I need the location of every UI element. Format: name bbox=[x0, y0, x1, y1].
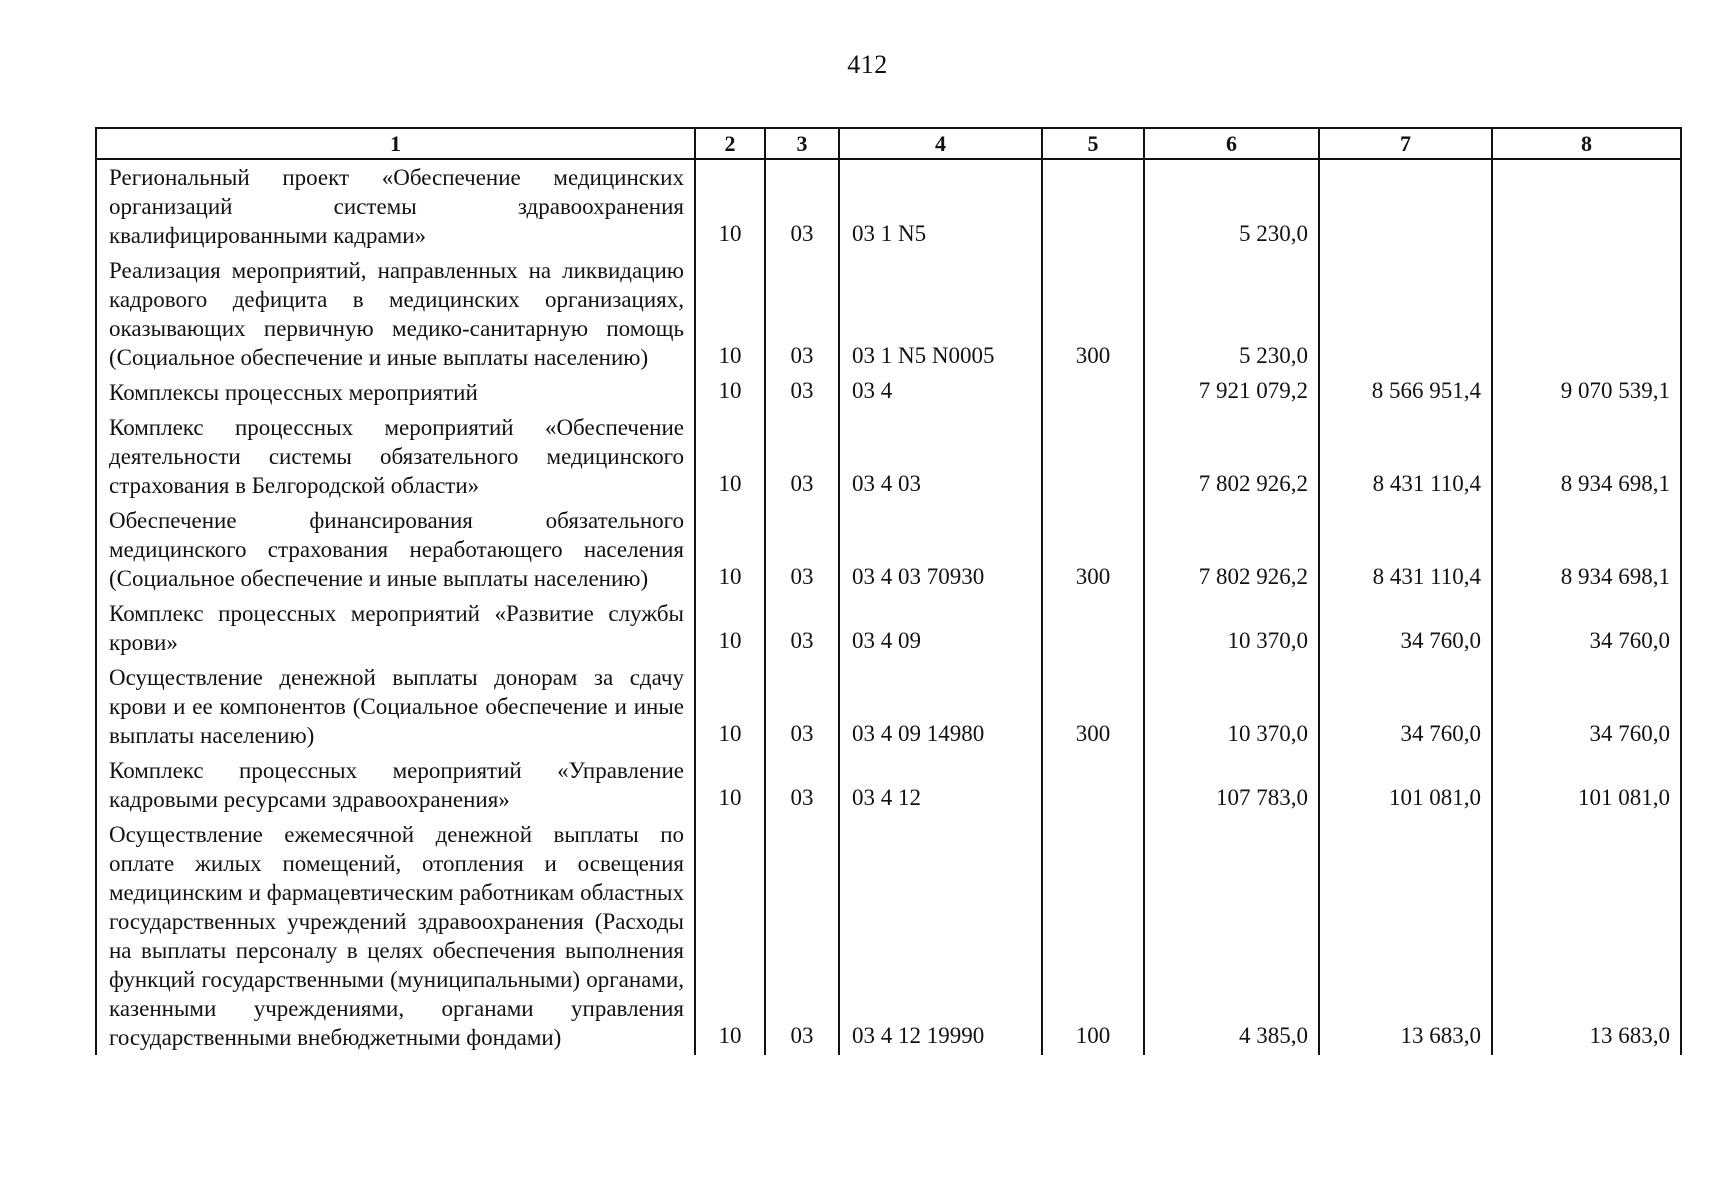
header-col-5: 5 bbox=[1042, 128, 1144, 159]
row-name: Комплекс процессных мероприятий «Управление кадровыми ресурсами здравоохранения» bbox=[96, 753, 695, 817]
amount-col-8: 8 934 698,1 bbox=[1492, 503, 1681, 596]
amount-col-6: 5 230,0 bbox=[1144, 253, 1319, 375]
amount-col-6: 7 921 079,2 bbox=[1144, 375, 1319, 410]
amount-col-7: 8 431 110,4 bbox=[1319, 410, 1492, 503]
expense-type-code: 100 bbox=[1042, 817, 1144, 1055]
header-col-6: 6 bbox=[1144, 128, 1319, 159]
amount-col-8: 101 081,0 bbox=[1492, 753, 1681, 817]
header-col-4: 4 bbox=[839, 128, 1042, 159]
expense-type-code bbox=[1042, 159, 1144, 253]
section-code: 10 bbox=[695, 159, 765, 253]
header-col-3: 3 bbox=[765, 128, 839, 159]
table-row bbox=[96, 410, 1681, 503]
amount-col-8: 8 934 698,1 bbox=[1492, 410, 1681, 503]
table-row bbox=[96, 753, 1681, 817]
expense-type-code: 300 bbox=[1042, 253, 1144, 375]
amount-col-8 bbox=[1492, 159, 1681, 253]
amount-col-6: 4 385,0 bbox=[1144, 817, 1319, 1055]
row-name: Обеспечение финансирования обязательного медицинского страхования неработающего населения (Социальное обеспечение и иные выплаты населению) bbox=[96, 503, 695, 596]
subsection-code: 03 bbox=[765, 410, 839, 503]
table-row bbox=[96, 817, 1681, 1055]
section-code: 10 bbox=[695, 660, 765, 753]
row-name: Комплекс процессных мероприятий «Развитие службы крови» bbox=[96, 596, 695, 660]
target-article-code: 03 4 03 bbox=[839, 410, 1042, 503]
header-col-7: 7 bbox=[1319, 128, 1492, 159]
target-article-code: 03 4 09 14980 bbox=[839, 660, 1042, 753]
subsection-code: 03 bbox=[765, 660, 839, 753]
amount-col-8: 34 760,0 bbox=[1492, 660, 1681, 753]
header-col-1: 1 bbox=[96, 128, 695, 159]
expense-type-code bbox=[1042, 410, 1144, 503]
section-code: 10 bbox=[695, 753, 765, 817]
header-col-2: 2 bbox=[695, 128, 765, 159]
amount-col-7: 34 760,0 bbox=[1319, 660, 1492, 753]
table-header-row bbox=[96, 128, 1681, 159]
amount-col-6: 7 802 926,2 bbox=[1144, 410, 1319, 503]
table-row bbox=[96, 503, 1681, 596]
budget-table bbox=[95, 127, 1682, 1055]
amount-col-6: 107 783,0 bbox=[1144, 753, 1319, 817]
section-code: 10 bbox=[695, 817, 765, 1055]
expense-type-code bbox=[1042, 375, 1144, 410]
target-article-code: 03 4 03 70930 bbox=[839, 503, 1042, 596]
amount-col-7: 8 566 951,4 bbox=[1319, 375, 1492, 410]
table-row bbox=[96, 159, 1681, 253]
target-article-code: 03 4 12 bbox=[839, 753, 1042, 817]
amount-col-6: 10 370,0 bbox=[1144, 660, 1319, 753]
page-number: 412 bbox=[847, 50, 888, 79]
section-code: 10 bbox=[695, 410, 765, 503]
amount-col-8: 13 683,0 bbox=[1492, 817, 1681, 1055]
subsection-code: 03 bbox=[765, 817, 839, 1055]
subsection-code: 03 bbox=[765, 375, 839, 410]
row-name: Комплекс процессных мероприятий «Обеспечение деятельности системы обязательного медицинского страхования в Белгородской области» bbox=[96, 410, 695, 503]
expense-type-code bbox=[1042, 596, 1144, 660]
table-row bbox=[96, 660, 1681, 753]
amount-col-7 bbox=[1319, 159, 1492, 253]
subsection-code: 03 bbox=[765, 159, 839, 253]
row-name: Региональный проект «Обеспечение медицинских организаций системы здравоохранения квалифицированными кадрами» bbox=[96, 159, 695, 253]
row-name: Осуществление денежной выплаты донорам за сдачу крови и ее компонентов (Социальное обеспечение и иные выплаты населению) bbox=[96, 660, 695, 753]
amount-col-7: 8 431 110,4 bbox=[1319, 503, 1492, 596]
section-code: 10 bbox=[695, 253, 765, 375]
target-article-code: 03 1 N5 bbox=[839, 159, 1042, 253]
target-article-code: 03 4 bbox=[839, 375, 1042, 410]
table-row bbox=[96, 596, 1681, 660]
subsection-code: 03 bbox=[765, 753, 839, 817]
expense-type-code bbox=[1042, 753, 1144, 817]
section-code: 10 bbox=[695, 503, 765, 596]
section-code: 10 bbox=[695, 375, 765, 410]
expense-type-code: 300 bbox=[1042, 660, 1144, 753]
header-col-8: 8 bbox=[1492, 128, 1681, 159]
amount-col-8: 9 070 539,1 bbox=[1492, 375, 1681, 410]
section-code: 10 bbox=[695, 596, 765, 660]
table-row bbox=[96, 375, 1681, 410]
amount-col-7: 101 081,0 bbox=[1319, 753, 1492, 817]
row-name: Комплексы процессных мероприятий bbox=[96, 375, 695, 410]
subsection-code: 03 bbox=[765, 596, 839, 660]
amount-col-8 bbox=[1492, 253, 1681, 375]
expense-type-code: 300 bbox=[1042, 503, 1144, 596]
amount-col-6: 10 370,0 bbox=[1144, 596, 1319, 660]
subsection-code: 03 bbox=[765, 503, 839, 596]
row-name: Осуществление ежемесячной денежной выплаты по оплате жилых помещений, отопления и освещения медицинским и фармацевтическим работникам областных государственных учреждений здравоохранения (Расходы на выплаты персоналу в целях обеспечения выполнения функций государственными (муниципальными) органами, казенными учреждениями, органами управления государственными внебюджетными фондами) bbox=[96, 817, 695, 1055]
target-article-code: 03 1 N5 N0005 bbox=[839, 253, 1042, 375]
amount-col-7: 34 760,0 bbox=[1319, 596, 1492, 660]
amount-col-7: 13 683,0 bbox=[1319, 817, 1492, 1055]
row-name: Реализация мероприятий, направленных на ликвидацию кадрового дефицита в медицинских организациях, оказывающих первичную медико-санитарную помощь (Социальное обеспечение и иные выплаты населению) bbox=[96, 253, 695, 375]
subsection-code: 03 bbox=[765, 253, 839, 375]
amount-col-8: 34 760,0 bbox=[1492, 596, 1681, 660]
target-article-code: 03 4 12 19990 bbox=[839, 817, 1042, 1055]
amount-col-6: 5 230,0 bbox=[1144, 159, 1319, 253]
amount-col-7 bbox=[1319, 253, 1492, 375]
target-article-code: 03 4 09 bbox=[839, 596, 1042, 660]
table-row bbox=[96, 253, 1681, 375]
amount-col-6: 7 802 926,2 bbox=[1144, 503, 1319, 596]
